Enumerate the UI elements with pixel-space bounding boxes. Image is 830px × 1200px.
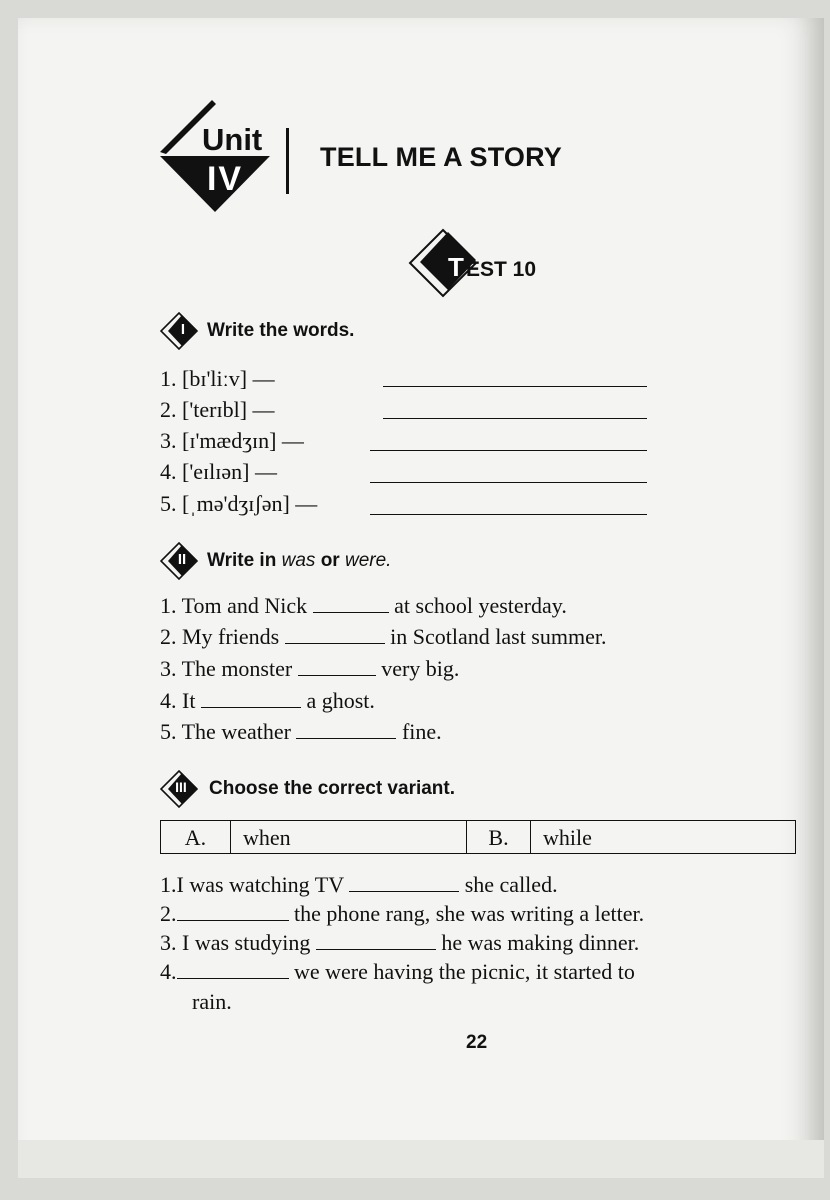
section-1-number: I: [180, 321, 186, 338]
test-title: EST 10: [466, 258, 537, 281]
section-1-title: Write the words.: [207, 320, 355, 341]
answer-line[interactable]: [383, 370, 647, 387]
answer-blank[interactable]: [177, 960, 289, 979]
unit-title: TELL ME A STORY: [320, 142, 563, 172]
list-item: 4. It a ghost.: [160, 688, 375, 713]
answer-blank[interactable]: [349, 873, 459, 892]
variant-table: [160, 820, 796, 854]
answer-blank[interactable]: [177, 902, 289, 921]
section-2-number: II: [177, 551, 187, 568]
list-item: 3. [ɪ'mædʒɪn] —: [160, 428, 304, 453]
variant-b-label: B.: [467, 821, 531, 853]
answer-blank[interactable]: [201, 689, 301, 708]
answer-blank[interactable]: [313, 594, 389, 613]
answer-blank[interactable]: [296, 720, 396, 739]
list-item: 3. I was studying he was making dinner.: [160, 930, 640, 955]
variant-a-value: when: [231, 821, 467, 853]
list-item: 2. ['terɪbl] —: [160, 397, 275, 422]
answer-blank[interactable]: [298, 657, 376, 676]
answer-blank[interactable]: [316, 931, 436, 950]
list-item: 2. the phone rang, she was writing a letter.: [160, 901, 645, 926]
section-2-title: Write in was or were.: [207, 550, 392, 571]
answer-line[interactable]: [370, 498, 647, 515]
section-3-number: III: [175, 779, 187, 795]
list-item: 1.I was watching TV she called.: [160, 872, 558, 897]
list-item: 5. [ˌmə'dʒɪʃən] —: [160, 491, 318, 516]
list-item: 4. we were having the picnic, it started to: [160, 959, 635, 984]
unit-badge-icon: [160, 100, 270, 218]
list-item: 3. The monster very big.: [160, 656, 460, 681]
test-title-letter: T: [448, 252, 464, 282]
unit-divider: [286, 128, 289, 194]
page-bottom-strip: [18, 1140, 824, 1178]
unit-numeral: IV: [206, 160, 244, 198]
answer-line[interactable]: [370, 434, 647, 451]
list-item: 5. The weather fine.: [160, 719, 442, 744]
answer-line[interactable]: [383, 402, 647, 419]
list-item-continuation: rain.: [192, 989, 232, 1014]
list-item: 4. ['eɪlɪən] —: [160, 459, 277, 484]
variant-a-label: A.: [161, 821, 231, 853]
list-item: 1. Tom and Nick at school yesterday.: [160, 593, 567, 618]
unit-word: Unit: [202, 122, 263, 157]
list-item: 2. My friends in Scotland last summer.: [160, 624, 607, 649]
page-number: 22: [466, 1032, 488, 1053]
answer-line[interactable]: [370, 466, 647, 483]
variant-b-value: while: [543, 825, 592, 850]
answer-blank[interactable]: [285, 625, 385, 644]
list-item: 1. [bɪ'liːv] —: [160, 366, 275, 391]
section-3-title: Choose the correct variant.: [209, 778, 456, 799]
